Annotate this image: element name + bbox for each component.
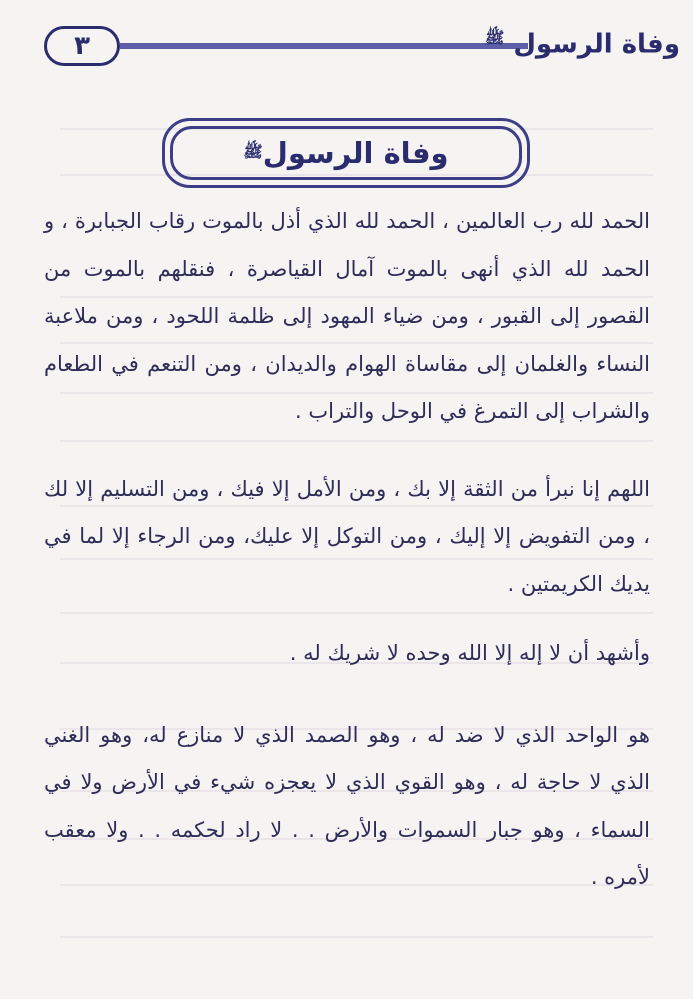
paragraph-attributes: هو الواحد الذي لا ضد له ، وهو الصمد الذي لا منازع له، وهو الغني الذي لا حاجة له ، وهو القوي الذي لا يعجزه شيء في الأرض ولا في السماء ، وهو جبار السموات والأرض . . لا راد لحكمه . . ولا معقب لأمره . [44,722,650,889]
body-text [44,198,650,902]
chapter-title-frame [162,118,530,188]
running-title [485,28,680,60]
honorific-glyph: ﷺ [484,28,505,47]
chapter-title [170,126,522,180]
chapter-title-text: وفاة الرسول [262,136,449,170]
paragraph-supplication: اللهم إنا نبرأ من الثقة إلا بك ، ومن الأمل إلا فيك ، ومن التسليم إلا لك ، ومن التفويض إلا إليك ، ومن التوكل إلا عليك، ومن الرجاء إلا لما في يديك الكريمتين . [44,476,650,596]
running-title-text: وفاة الرسول [513,29,680,60]
paragraph-testimony: وأشهد أن لا إله إلا الله وحده لا شريك له . [289,641,650,665]
page-number-text: ٣ [74,31,90,61]
paragraph-praise: الحمد لله رب العالمين ، الحمد لله الذي أذل بالموت رقاب الجبابرة ، و الحمد لله الذي أنهى بالموت آمال القياصرة ، فنقلهم بالموت من القصور إلى القبور ، ومن ضياء المهود إلى ظلمة اللحود ، ومن ملاعبة النساء والغلمان إلى مقاساة الهوام والديدان ، ومن التنعم في الطعام والشراب إلى التمرغ في الوحل والتراب . [44,209,650,423]
header-rule [120,43,528,49]
page-number [44,26,120,66]
title-honorific-glyph: ﷺ [243,141,263,161]
running-header [40,22,680,72]
